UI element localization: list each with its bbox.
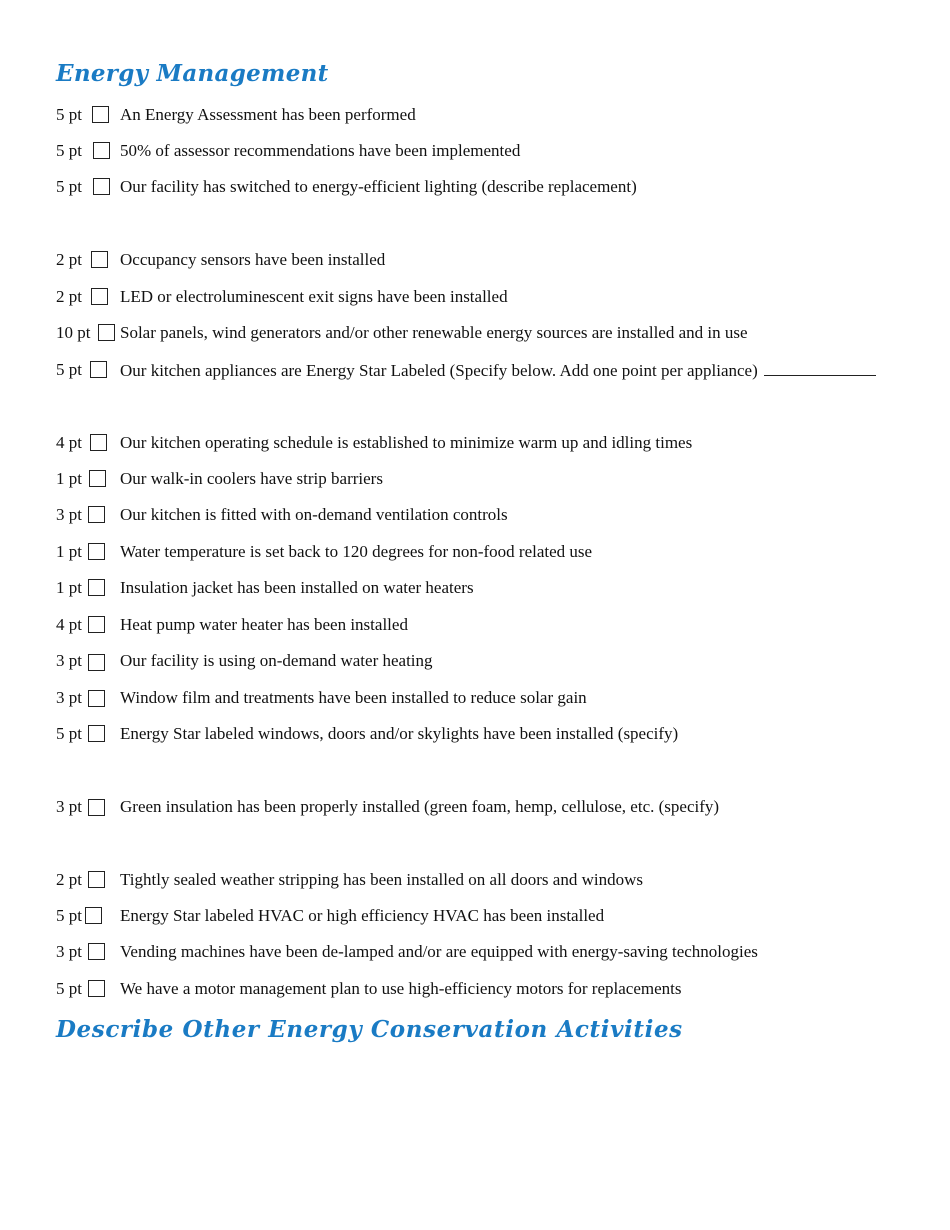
checkbox[interactable] [98,324,115,341]
item-text: Our kitchen is fitted with on-demand ventilation controls [120,505,508,524]
checkbox[interactable] [90,434,107,451]
item-text: Energy Star labeled HVAC or high efficiency HVAC has been installed [120,906,605,925]
item-text: Green insulation has been properly installed (green foam, hemp, cellulose, etc. (specify) [120,797,720,816]
checkbox[interactable] [88,871,105,888]
item-text: Occupancy sensors have been installed [120,250,386,269]
checkbox[interactable] [88,943,105,960]
item-text: Our facility has switched to energy-efficient lighting (describe replacement) [120,177,637,196]
checkbox[interactable] [88,690,105,707]
item-text: 50% of assessor recommendations have been implemented [120,141,521,160]
points-label: 2 pt [56,250,82,269]
points-label: 3 pt [56,797,82,816]
item-text: Energy Star labeled windows, doors and/or skylights have been installed (specify) [120,724,679,743]
checkbox[interactable] [93,178,110,195]
item-text: LED or electroluminescent exit signs have been installed [120,287,508,306]
points-label: 4 pt [56,433,82,452]
item-text: An Energy Assessment has been performed [120,105,416,124]
points-label: 2 pt [56,287,82,306]
checkbox[interactable] [88,980,105,997]
points-label: 3 pt [56,505,82,524]
checkbox[interactable] [88,725,105,742]
points-label: 1 pt [56,542,82,561]
checkbox[interactable] [85,907,102,924]
points-label: 5 pt [56,177,82,196]
points-label: 3 pt [56,688,82,707]
points-label: 1 pt [56,578,82,597]
checkbox[interactable] [92,106,109,123]
points-label: 3 pt [56,651,82,670]
checkbox[interactable] [88,654,105,671]
checkbox[interactable] [88,616,105,633]
checkbox[interactable] [88,799,105,816]
points-label: 2 pt [56,870,82,889]
points-label: 3 pt [56,942,82,961]
item-text: Our kitchen operating schedule is established to minimize warm up and idling times [120,433,693,452]
item-text: Vending machines have been de-lamped and/or are equipped with energy-saving technologies [120,942,758,961]
item-text: Our facility is using on-demand water heating [120,651,433,670]
item-text: Window film and treatments have been installed to reduce solar gain [120,688,587,707]
section-title-other-activities: Describe Other Energy Conservation Activities [56,1016,683,1043]
checkbox[interactable] [88,579,105,596]
section-title-energy-management: Energy Management [56,60,329,87]
item-text: Water temperature is set back to 120 degrees for non-food related use [120,542,593,561]
points-label: 1 pt [56,469,82,488]
item-text: We have a motor management plan to use high-efficiency motors for replacements [120,979,682,998]
checkbox[interactable] [91,251,108,268]
points-label: 10 pt [56,323,91,342]
item-text: Our kitchen appliances are Energy Star Labeled (Specify below. Add one point per appliance) [120,361,758,380]
points-label: 4 pt [56,615,82,634]
checkbox[interactable] [93,142,110,159]
checkbox[interactable] [88,543,105,560]
item-text: Tightly sealed weather stripping has been installed on all doors and windows [120,870,643,889]
item-text: Insulation jacket has been installed on water heaters [120,578,474,597]
checkbox[interactable] [91,288,108,305]
appliance-blank-line[interactable] [764,358,876,376]
item-text: Heat pump water heater has been installed [120,615,408,634]
points-label: 5 pt [56,724,82,743]
checkbox[interactable] [89,470,106,487]
points-label: 5 pt [56,105,82,124]
points-label: 5 pt [56,141,82,160]
points-label: 5 pt [56,360,82,379]
item-text: Our walk-in coolers have strip barriers [120,469,383,488]
item-text-with-blank [120,358,876,383]
item-text: Solar panels, wind generators and/or other renewable energy sources are installed and in use [120,323,748,342]
points-label: 5 pt [56,979,82,998]
checkbox[interactable] [90,361,107,378]
points-label: 5 pt [56,906,82,925]
checkbox[interactable] [88,506,105,523]
